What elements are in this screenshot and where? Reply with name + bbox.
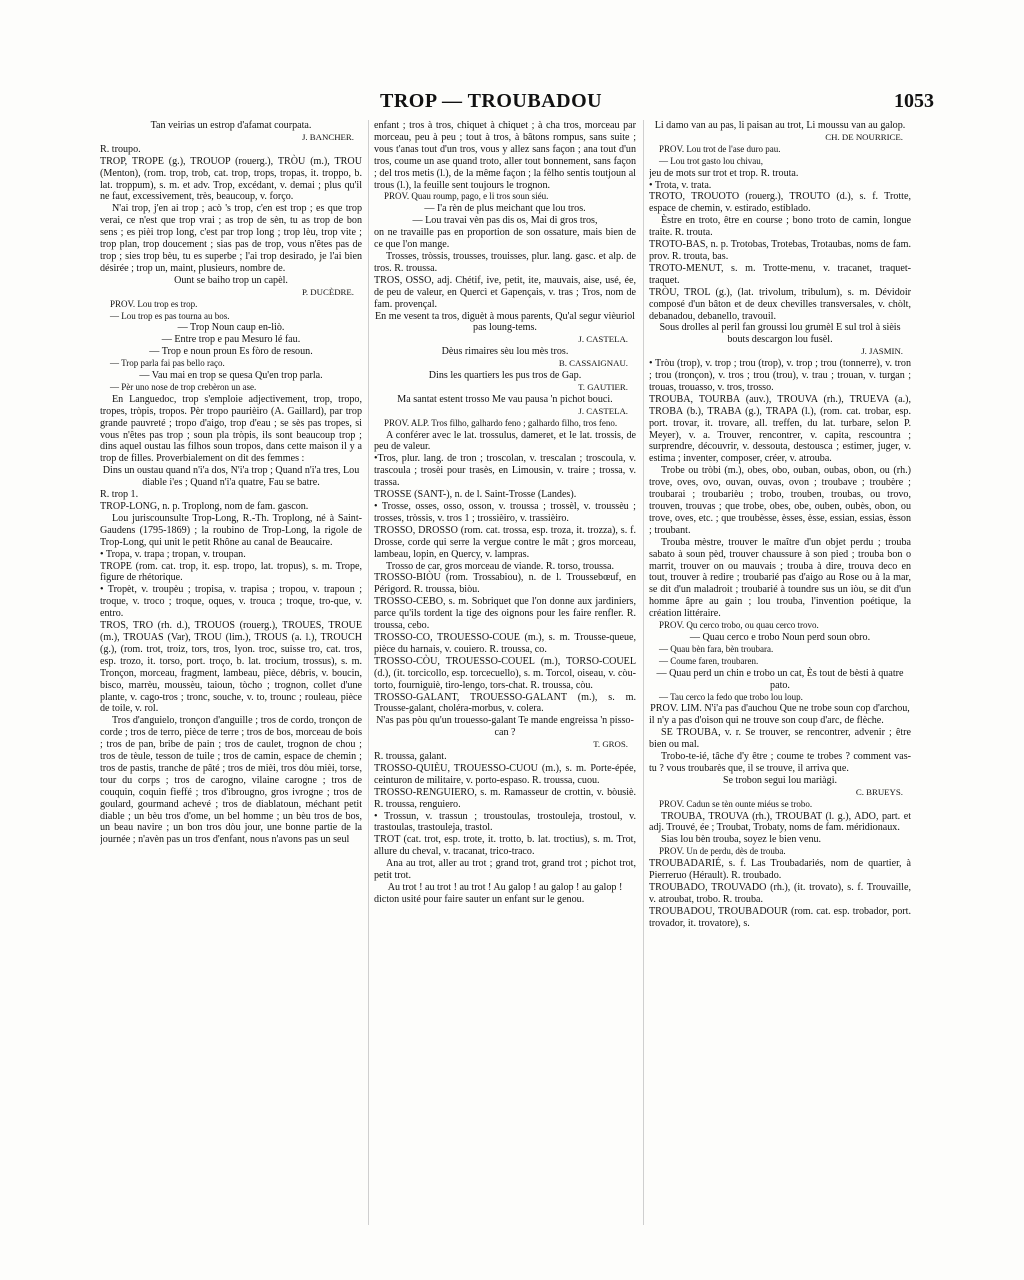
dictionary-entry: R. troupo. [100, 143, 141, 155]
dictionary-entry: TROSSO-BIÒU (rom. Trossabiou), n. de l. Troussebœuf, en Périgord. R. troussa, biòu. [374, 572, 636, 596]
page-number: 1053 [894, 90, 934, 112]
quotation: — Trop Noun caup en-liò. [177, 322, 285, 334]
dictionary-entry: TROPE (rom. cat. trop, it. esp. tropo, lat. tropus), s. m. Trope, figure de rhétorique. [100, 560, 362, 584]
proverb: PROV. Lou trot de l'ase duro pau. [659, 143, 781, 154]
dictionary-entry: il n'y a pas d'oison qui ne trouve son coup d'arc, de flèche. [649, 715, 884, 727]
quotation-author: B. CASSAIGNAU. [558, 358, 628, 369]
dictionary-entry: TROSSO-CÒU, TROUESSO-COUEL (m.), TORSO-COUEL (d.), (it. torcicollo, esp. torcecuello), s. m. Torcol, oiseau, v. còu-torto, fourniguiè, tiro-lengo, tors-chat. R. troussa, còu. [374, 655, 636, 691]
quotation: — Trop e noun proun Es fòro de resoun. [149, 346, 313, 358]
dictionary-entry: TROSSO-QUIÈU, TROUESSO-CUOU (m.), s. m. Porte-épée, ceinturon de militaire, v. porto-espaso. R. troussa, cuou. [374, 762, 636, 786]
quotation: — Quau perd un chin e trobo un cat, Ès tout de bèsti à quatre pato. [656, 667, 904, 691]
proverb: — Pèr uno nose de trop crebèron un ase. [110, 381, 257, 392]
proverb: PROV. ALP. Tros filho, galhardo feno ; galhardo filho, tros feno. [384, 417, 618, 428]
quotation: Au trot ! au trot ! au trot ! Au galop ! au galop ! au galop ! [387, 882, 623, 893]
column-divider [643, 120, 644, 1225]
quotation: — Vau mai en trop se quesa Qu'en trop parla. [139, 370, 323, 382]
quotation: Ma santat estent trosso Me vau pausa 'n pichot bouci. [397, 393, 613, 405]
dictionary-entry: TROT (cat. trot, esp. trote, it. trotto, b. lat. troctius), s. m. Trot, allure du cheval, v. tracanat, trico-traco. [374, 834, 636, 858]
dictionary-entry: TROSSO-GALANT, TROUESSO-GALANT (m.), s. m. Trousse-galant, choléra-morbus, v. colera. [374, 691, 636, 715]
dictionary-entry: dicton usité pour faire sauter un enfant sur le genou. [374, 893, 585, 905]
dictionary-entry: TROSSO-CO, TROUESSO-COUE (m.), s. m. Trousse-queue, pièce du harnais, v. couiero. R. troussa, co. [374, 631, 636, 655]
quotation-author: P. DUCÈDRE. [301, 286, 354, 297]
dictionary-entry: jeu de mots sur trot et trop. R. trouta. [649, 167, 799, 179]
quotation: Tan veirias un estrop d'afamat courpata. [150, 120, 312, 131]
dictionary-entry: on ne travaille pas en proportion de son ossature, mais bien de ce que l'on mange. [374, 227, 636, 251]
column-right [649, 120, 911, 1230]
dictionary-entry: TROSSO-CEBO, s. m. Sobriquet que l'on donne aux jardiniers, parce qu'ils tordent la tige des oignons pour les faire renfler. R. troussa, cebo. [374, 596, 636, 632]
running-head [0, 90, 1024, 116]
quotation-author: T. GROS. [593, 739, 628, 750]
quotation-author: CH. DE NOURRICE. [825, 131, 903, 142]
dictionary-entry: SE TROUBA, v. r. Se trouver, se rencontrer, advenir ; être bien ou mal. [649, 727, 911, 751]
proverb: — Lou trop es pas tourna au bos. [110, 310, 230, 321]
dictionary-entry: Sias lou bèn trouba, soyez le bien venu. [661, 834, 822, 846]
quotation: Dins les quartiers les pus tros de Gap. [428, 370, 582, 382]
quotation: Se trobon segui lou mariàgi. [722, 774, 838, 786]
dictionary-entry: Èstre en troto, être en course ; bono troto de camin, longue traite. R. trouta. [649, 215, 911, 239]
dictionary-entry: • Trota, v. trata. [649, 179, 712, 191]
proverb: — Trop parla fai pas bello raço. [110, 358, 225, 369]
dictionary-entry: • Trosse, osses, osso, osson, v. troussa ; trossèl, v. troussèu ; trosses, tròssis, v. tros 1 ; trossièiro, v. trassièiro. [374, 501, 636, 524]
column-left [100, 120, 362, 1230]
proverb: PROV. Un de perdu, dès de trouba. [659, 846, 786, 857]
proverb: — Coume faren, troubaren. [659, 655, 759, 666]
dictionary-entry: TROTO, TROUOTO (rouerg.), TROUTO (d.), s. f. Trotte, espace de chemin, v. estirado, estiblado. [649, 191, 911, 215]
quotation-author: J. CASTELA. [578, 405, 628, 416]
quotation-author: C. BRUEYS. [855, 786, 903, 797]
quotation: — I'a rèn de plus meichant que lou tros. [424, 203, 586, 215]
dictionary-entry: A conférer avec le lat. trossulus, dameret, et le lat. trossis, de peu de valeur. [374, 429, 636, 453]
quotation-author: J. JASMIN. [861, 346, 903, 357]
dictionary-entry: • Tropèt, v. troupèu ; tropisa, v. trapisa ; tropou, v. trapoun ; troque, v. troco ; troque, oques, v. trouca ; troque, tro-que, v. entro. [100, 584, 362, 620]
dictionary-entry: Lou juriscounsulte Trop-Long, R.-Th. Troplong, né à Saint-Gaudens (1795-1869) ; la roubino de Trop-Long, la rigole de Trop-Long, qui unit le petit Rhône au canal de Beaucaire. [100, 512, 362, 548]
quotation: — Lou travai vèn pas dis os, Mai di gros tros, [412, 215, 598, 227]
dictionary-entry: TROP-LONG, n. p. Troplong, nom de fam. gascon. [100, 501, 309, 512]
proverb: — Lou trot gasto lou chivau, [659, 155, 763, 166]
dictionary-entry: TROP, TROPE (g.), TROUOP (rouerg.), TRÒU (m.), TROU (Menton), (rom. trop, trob, cat. trop, trops, tropas, it. troppo, b. lat. troppum), s. m. et adv. Trop, excédant, v. demai ; plus qu'il ne faut, excessivement, très, beaucoup, v. forço. [100, 155, 362, 203]
dictionary-entry: TROTO-BAS, n. p. Trotobas, Trotebas, Trotaubas, noms de fam. prov. R. trouta, bas. [649, 239, 911, 262]
dictionary-entry: TROUBA, TOURBA (auv.), TROUVA (rh.), TRUEVA (a.), TROBA (b.), TRABA (g.), TRAPA (l.), (rom. cat. trobar, esp. port. trovar, it. trovare, all. treffen, du lat. turbare, selon P. Meyer), v. a. Trouver, rencontrer, v. capita, rescountra ; surprendre, découvrir, v. dessouta, destousca ; estimer, juger, v. estima ; inventer, composer, créer, v. atrouba. [649, 393, 911, 465]
proverb: PROV. Lou trop es trop. [110, 298, 198, 309]
dictionary-entry: TROSSO-RENGUIERO, s. m. Ramasseur de crottin, v. bòusiè. R. troussa, renguiero. [374, 786, 636, 810]
column-divider [368, 120, 369, 1225]
quotation-author: T. GAUTIER. [578, 381, 628, 392]
dictionary-entry: TRÒU, TROL (g.), (lat. trivolum, tribulum), s. m. Dévidoir composé d'un bâton et de deux chevilles transversales, v. chòlt, debanadou, debanello, travouil. [649, 286, 911, 322]
quotation: Dèus rimaires sèu lou mès tros. [441, 346, 569, 358]
column-middle [374, 120, 636, 1230]
dictionary-entry: TROUBADO, TROUVADO (rh.), (it. trovato), s. f. Trouvaille, v. atroubat, trobo. R. trouba. [649, 882, 911, 905]
quotation-author: J. BANCHER. [301, 131, 354, 142]
quotation: — Entre trop e pau Mesuro lé fau. [161, 334, 301, 346]
proverb: — Tau cerco la fedo que trobo lou loup. [659, 691, 803, 702]
dictionary-entry: TROUBADARIÉ, s. f. Las Troubadariés, nom de quartier, à Pierreruo (Hérault). R. troubado. [649, 858, 911, 882]
dictionary-entry: Trosso de car, gros morceau de viande. R. torso, troussa. [386, 560, 614, 572]
proverb: PROV. Qu cerco trobo, ou quau cerco trovo. [659, 620, 819, 631]
dictionary-entry: Ana au trot, aller au trot ; grand trot, grand trot ; pichot trot, petit trot. [374, 858, 636, 882]
dictionary-entry: N'ai trop, j'en ai trop ; acò 's trop, c'en est trop ; es que trop verai, ce n'est que trop vrai ; as trop de sèn, tu as trop de bon sens ; es pièi trop long, c'est par trop long ; trop lèu, trop vite ; trop plan, trop doucement ; sias pas de trop, vous n'êtes pas de trop ; sies trop bèu, tu es superbe ; l'ai trop desirado, je l'ai bien désirée ; trop un, maint, plusieurs, nombre de. [100, 203, 362, 274]
dictionary-entry: • Tropa, v. trapa ; tropan, v. troupan. [100, 548, 246, 560]
proverb: — Quau bèn fara, bèn troubara. [659, 643, 774, 654]
dictionary-entry: • Tròu (trop), v. trop ; trou (trop), v. trop ; trou (tonnerre), v. tron ; trou (tronçon), v. tros ; trou (trou), v. trau ; trouan, v. turgan ; trouas, trouasso, v. tros, trosso. [649, 358, 911, 393]
dictionary-entry: TROS, OSSO, adj. Chétif, ive, petit, ite, mauvais, aise, usé, ée, de peu de valeur, en Quercì et Gapençais, v. tras ; Tros, nom de fam. provençal. [374, 274, 636, 310]
dictionary-entry: Trobe ou tròbi (m.), obes, obo, ouban, oubas, obon, ou (rh.) trove, oves, ovo, ouvan, ouvas, ovon ; troubave ; troubère ; troubarai ; troubarièu ; trobo, trouben, troubas, ou trovo, trouven, trouvas ; que trobe, obes, obe, ouben, oubès, obon, ou trove, oves, etc. ; que troubèsse, èsses, èsse, essian, essias, èsson ; troubant. [649, 465, 911, 536]
proverb: PROV. Quau roump, pago, e li tros soun siéu. [384, 191, 549, 202]
quotation: Sous drolles al peril fan groussi lou grumèl E sul trol à sièis bouts descargon lou fusèl. [659, 322, 901, 346]
quotation-author: J. CASTELA. [578, 334, 628, 345]
dictionary-entry: Tros d'anguielo, tronçon d'anguille ; tros de cordo, tronçon de corde ; tros de terro, pièce de terre ; tros de bos, morceau de bois ; tros de pan, bribe de pain ; tros de caulet, trognon de chou ; tros de tèule, tesson de tuile ; tros de camin, espace de chemin ; tros de pastis, tranche de pâté ; tros de mièi, tros dòu mièi, torse, tour du corps ; tros de carogno, vilaine carogne ; tros de couquin, coquin fieffé ; tros d'ibrougno, gros ivrogne ; tros de goulard, gourmand achevé ; tros de diablatoun, méchant petit diable ; un bèu tros d'ome, un bel homme ; un bèu tros de bos, un beau navire ; un bon tros dòu jour, une bonne partie de la journée ; n'avèn pas un tros d'enfant, nous n'avons pas un seul [100, 715, 362, 846]
quotation: Li damo van au pas, li paisan au trot, Li moussu van au galop. [654, 120, 906, 131]
quotation: — Quau cerco e trobo Noun perd soun obro. [689, 631, 871, 643]
dictionary-entry: Trobo-te-ié, tâche d'y être ; coume te trobes ? comment vas-tu ? vous troubarès que, il se trouve, il arriva que. [649, 751, 911, 774]
quotation: PROV. LIM. N'i'a pas d'auchou Que ne trobe soun cop d'archou, [650, 703, 910, 715]
dictionary-entry: • Trossun, v. trassun ; troustoulas, trostouleja, trostoul, v. trastoulas, trastouleja, trastol. [374, 810, 636, 834]
dictionary-entry: En Languedoc, trop s'emploie adjectivement, trop, tropo, tropes, tròpis, tropos. Pèr tropo paurièiro (A. Gaillard), par trop grande pauvreté ; tropo d'aigo, trop d'eau ; se sès pas tropes, si vous n'êtes pas trop ; soun pla tròpis, ils sont beaucoup trop ; dins aquel oustau las filhos soun tropos, dans cette maison il y a trop de filles. Proverbialement on dit des femmes : [100, 393, 362, 465]
quotation: Ount se baiho trop un capèl. [174, 274, 288, 286]
dictionary-entry: Trosses, tròssis, trousses, trouisses, plur. lang. gasc. et alp. de tros. R. troussa. [374, 250, 636, 274]
dictionary-entry: TROSSE (SANT-), n. de l. Saint-Trosse (Landes). [374, 489, 577, 501]
dictionary-entry: TROS, TRO (rh. d.), TROUOS (rouerg.), TROUES, TROUE (m.), TROUAS (Var), TROU (lim.), TROUS (a. l.), TROUCH (g.), (rom. trot, troiz, tors, tros, lyon. troc, suisse tro, cat. tros, esp. trozo, it. torso, port. troço, b. lat. trocium, trossus), s. m. Tronçon, morceau, fragment, lambeau, pièce, débris, v. boucin, bisco, marrèu, moussèu, taioun, tòcho ; trognon, collet d'une plante, v. cago-tros ; tronc, souche, v. to, trounc ; rouleau, pièce de toile, v. rol. [100, 620, 362, 715]
quotation: En me vesent ta tros, diguèt à mous parents, Qu'al segur vièuriol pas loung-tems. [375, 310, 635, 334]
dictionary-entry: TROSSO, DROSSO (rom. cat. trossa, esp. troza, it. trozza), s. f. Drosse, corde qui serre la vergue contre le mât ; gros morceau, lambeau, lopin, en Quercy, v. lampras. [374, 524, 636, 560]
quotation: Dins un oustau quand n'i'a dos, N'i'a trop ; Quand n'i'a tres, Lou diable i'es ; Quand n'i'a quatre, Fau se batre. [102, 465, 360, 489]
proverb: PROV. Cadun se tèn ounte miéus se trobo. [659, 798, 813, 809]
dictionary-entry: TROUBADOU, TROUBADOUR (rom. cat. esp. trobador, port. trovador, it. trovatore), s. [649, 905, 911, 929]
dictionary-entry: Trouba mèstre, trouver le maître d'un objet perdu ; trouba sabato à soun pèd, trouver chaussure à son pied ; trouba bon o marrit, trouver on ou mauvais ; trouba à dire, trouva deco en tout, trouver à redire ; troubarié pas d'aigo au Rose ou à la mar, se dit d'un maladroit ; troubarié à toundre sus un iòu, se dit d'un homme âpre au gain ; lou trouba, l'invention poétique, la création littéraire. [649, 536, 911, 620]
quotation: N'as pas pòu qu'un trouesso-galant Te mande engreissa 'n pisso-can ? [376, 715, 634, 739]
dictionary-entry: •Tros, plur. lang. de tron ; troscolan, v. trescalan ; troscoula, v. trascoula ; trosèi pour trasès, en Limousin, v. traire ; trossa, v. trassa. [374, 453, 636, 489]
dictionary-entry: TROTO-MENUT, s. m. Trotte-menu, v. tracanet, traquet-traquet. [649, 262, 911, 286]
dictionary-entry: enfant ; tros à tros, chiquet à chiquet ; à cha tros, morceau par morceau, peu à peu ; tout à tros, à bâtons rompus, sans suite ; vous t'anas tout d'un tros, vous y allez sans façon ; ana tout d'un tros, coume un ase quand troto, aller tout bonnement, sans façon ; del tros metis (l.), de la même façon ; la fèlho sentis toutjoun al trous (l.), la feuille sent toujours le trognon. [374, 120, 636, 191]
page-title: TROP — TROUBADOU [380, 90, 603, 112]
dictionary-entry: R. trop 1. [100, 489, 139, 501]
dictionary-entry: R. troussa, galant. [374, 751, 447, 763]
dictionary-entry: TROUBA, TROUVA (rh.), TROUBAT (l. g.), ADO, part. et adj. Trouvé, ée ; Troubat, Trobaty, noms de fam. méridionaux. [649, 810, 911, 834]
